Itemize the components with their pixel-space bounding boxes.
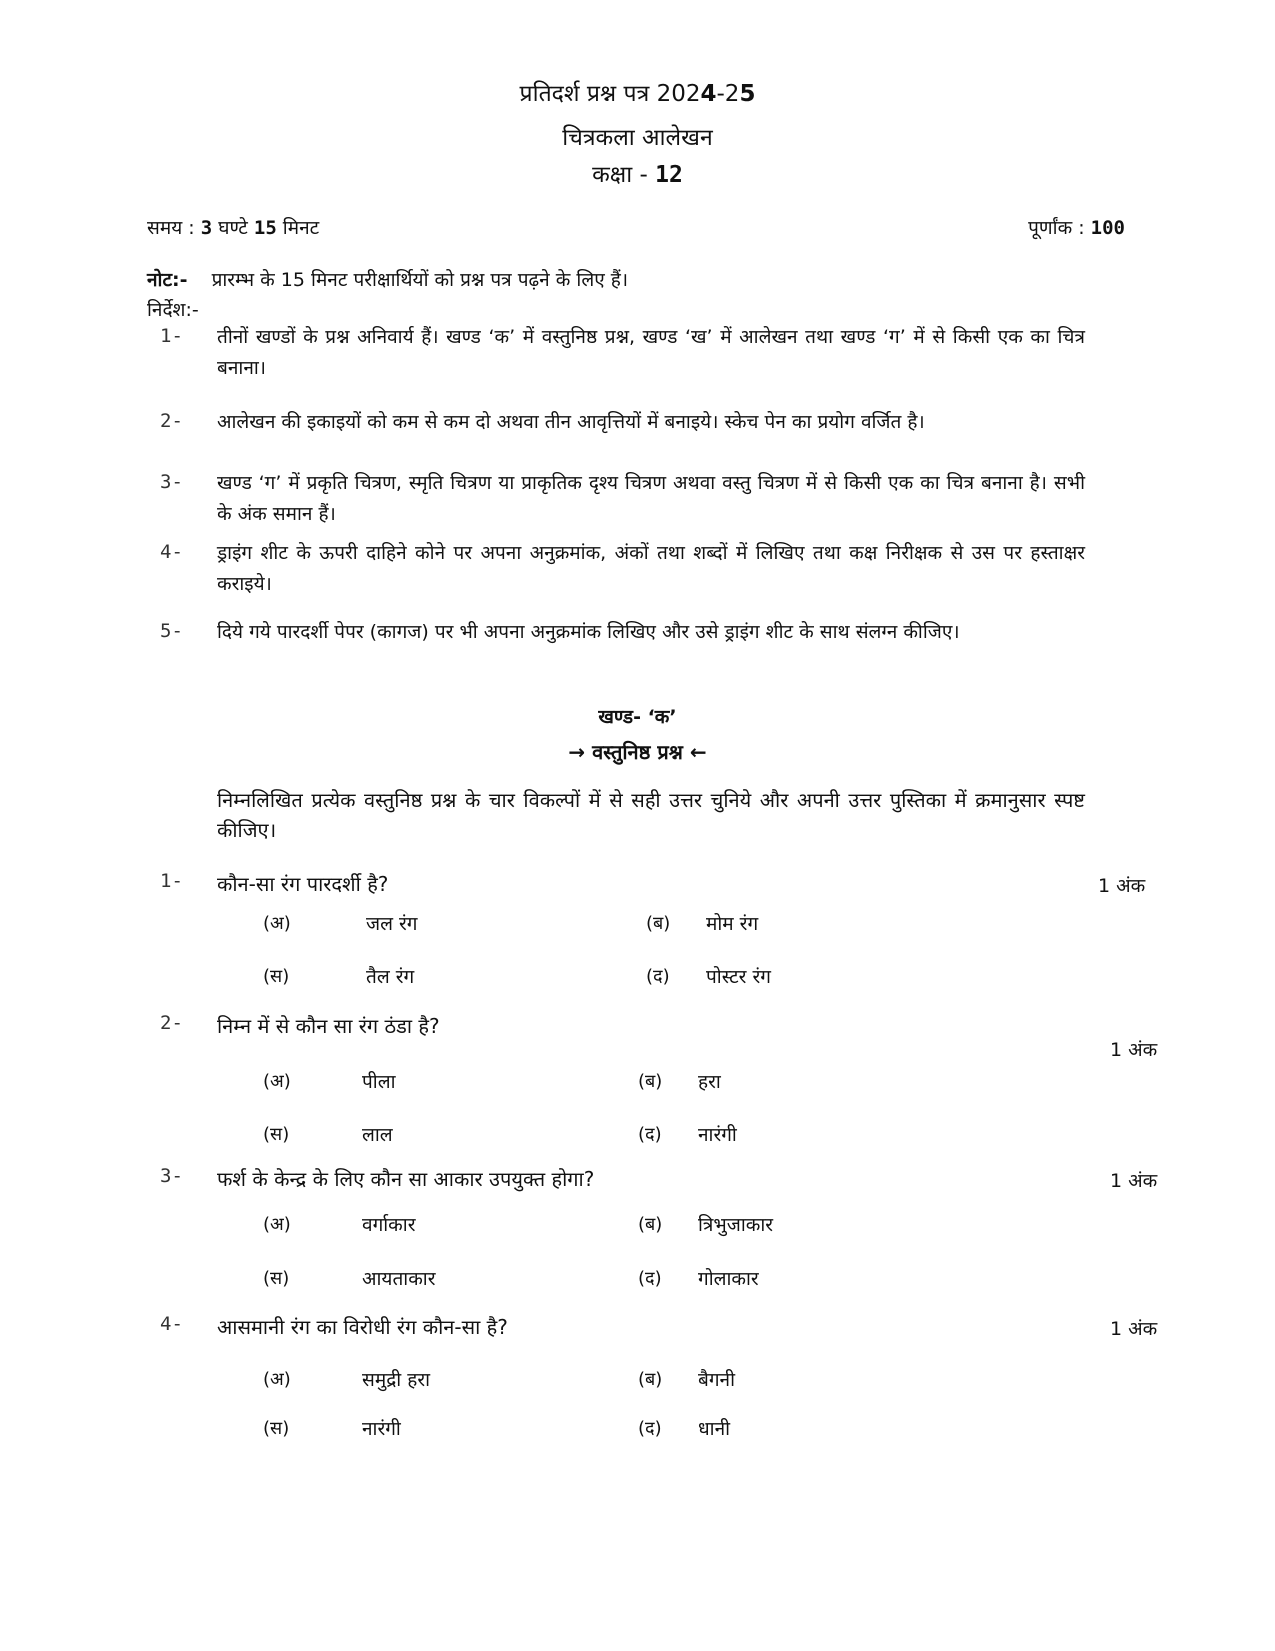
option-label: (अ): [263, 1369, 291, 1390]
time-unit-hours: घण्टे: [212, 217, 254, 239]
option-text: त्रिभुजाकार: [698, 1214, 774, 1236]
subject-title: चित्रकला आलेखन: [562, 125, 713, 151]
marks-line: [1028, 214, 1125, 240]
option-text: नारंगी: [698, 1124, 737, 1146]
time-label: समय :: [147, 217, 201, 239]
note-label: नोट:-: [147, 269, 188, 291]
option-label: (अ): [263, 913, 291, 934]
option-label: (ब): [638, 1369, 663, 1390]
option-text: पीला: [362, 1071, 396, 1093]
option-text: आयताकार: [362, 1268, 436, 1290]
option-text: गोलाकार: [698, 1268, 759, 1290]
option-text: पोस्टर रंग: [706, 966, 771, 988]
instruction-text: ड्राइंग शीट के ऊपरी दाहिने कोने पर अपना अनुक्रमांक, अंकों तथा शब्दों में लिखिए तथा कक्ष निरीक्षक से उस पर हस्ताक्षर कराइये।: [217, 542, 1085, 595]
option-text: नारंगी: [362, 1418, 401, 1440]
instruction-number: 3-: [160, 471, 183, 493]
time-line: [147, 214, 319, 240]
option-label: (द): [638, 1418, 662, 1439]
section-intro: निम्नलिखित प्रत्येक वस्तुनिष्ठ प्रश्न के चार विकल्पों में से सही उत्तर चुनिये और अपनी उत्तर पुस्तिका में क्रमानुसार स्पष्ट कीजिए।: [217, 788, 1085, 842]
option-label: (ब): [638, 1071, 663, 1092]
question-number: 3-: [160, 1165, 183, 1187]
option-label: (द): [638, 1124, 662, 1145]
question-marks: 1 अंक: [1110, 1170, 1158, 1192]
option-text: धानी: [698, 1418, 731, 1440]
question-text: आसमानी रंग का विरोधी रंग कौन-सा है?: [217, 1315, 508, 1339]
time-minutes: 15: [253, 217, 277, 239]
option-text: लाल: [362, 1124, 393, 1146]
section-subheading: → वस्तुनिष्ठ प्रश्न ←: [568, 740, 707, 764]
question-number: 2-: [160, 1012, 183, 1034]
option-text: समुद्री हरा: [362, 1369, 431, 1391]
question-text: कौन-सा रंग पारदर्शी है?: [217, 872, 389, 896]
instruction-number: 2-: [160, 410, 183, 432]
paper-title: [0, 76, 1275, 108]
option-text: जल रंग: [366, 913, 418, 935]
question-number: 1-: [160, 870, 183, 892]
option-text: तैल रंग: [366, 966, 415, 988]
option-text: बैगनी: [698, 1369, 736, 1391]
instruction-number: 1-: [160, 325, 183, 347]
option-text: वर्गाकार: [362, 1214, 416, 1236]
marks-value: 100: [1090, 217, 1125, 239]
note-line: [147, 266, 628, 292]
title-text: प्रतिदर्श प्रश्न पत्र 202: [519, 81, 701, 107]
class-line: [0, 157, 1275, 189]
option-label: (द): [646, 966, 670, 987]
class-value: 12: [655, 162, 683, 188]
option-text: हरा: [698, 1071, 721, 1093]
title-year-b: 5: [739, 81, 756, 107]
question-marks: 1 अंक: [1098, 875, 1146, 897]
instruction-number: 4-: [160, 541, 183, 563]
option-text: मोम रंग: [706, 913, 759, 935]
class-label: कक्षा -: [592, 162, 648, 188]
time-unit-minutes: मिनट: [276, 217, 320, 239]
instruction-text: खण्ड ‘ग’ में प्रकृति चित्रण, स्मृति चित्रण या प्राकृतिक दृश्य चित्रण अथवा वस्तु चित्रण में से किसी एक का चित्र बनाना है। सभी के अंक समान हैं।: [217, 472, 1085, 525]
question-marks: 1 अंक: [1110, 1039, 1158, 1061]
option-label: (अ): [263, 1071, 291, 1092]
option-label: (अ): [263, 1214, 291, 1235]
option-label: (स): [263, 1418, 290, 1439]
title-dash: -2: [716, 81, 740, 107]
question-text: निम्न में से कौन सा रंग ठंडा है?: [217, 1014, 440, 1038]
title-year-a: 4: [700, 81, 717, 107]
option-label: (ब): [638, 1214, 663, 1235]
option-label: (स): [263, 1268, 290, 1289]
option-label: (स): [263, 1124, 290, 1145]
marks-label: पूर्णांक :: [1028, 217, 1091, 239]
instruction-text: तीनों खण्डों के प्रश्न अनिवार्य हैं। खण्ड ‘क’ में वस्तुनिष्ठ प्रश्न, खण्ड ‘ख’ में आलेखन तथा खण्ड ‘ग’ में से किसी एक का चित्र बनाना।: [217, 326, 1085, 379]
option-label: (स): [263, 966, 290, 987]
instructions-label: निर्देश:-: [147, 299, 199, 321]
question-number: 4-: [160, 1313, 183, 1335]
option-label: (द): [638, 1268, 662, 1289]
instruction-number: 5-: [160, 620, 183, 642]
instruction-text: दिये गये पारदर्शी पेपर (कागज) पर भी अपना अनुक्रमांक लिखिए और उसे ड्राइंग शीट के साथ संलग्न कीजिए।: [217, 621, 960, 643]
question-text: फर्श के केन्द्र के लिए कौन सा आकार उपयुक्त होगा?: [217, 1167, 595, 1191]
section-heading: खण्ड- ‘क’: [598, 706, 677, 728]
note-text: प्रारम्भ के 15 मिनट परीक्षार्थियों को प्रश्न पत्र पढ़ने के लिए हैं।: [211, 269, 629, 291]
option-label: (ब): [646, 913, 671, 934]
instruction-text: आलेखन की इकाइयों को कम से कम दो अथवा तीन आवृत्तियों में बनाइये। स्केच पेन का प्रयोग वर्जित है।: [217, 411, 925, 433]
question-marks: 1 अंक: [1110, 1318, 1158, 1340]
time-hours: 3: [200, 217, 213, 239]
